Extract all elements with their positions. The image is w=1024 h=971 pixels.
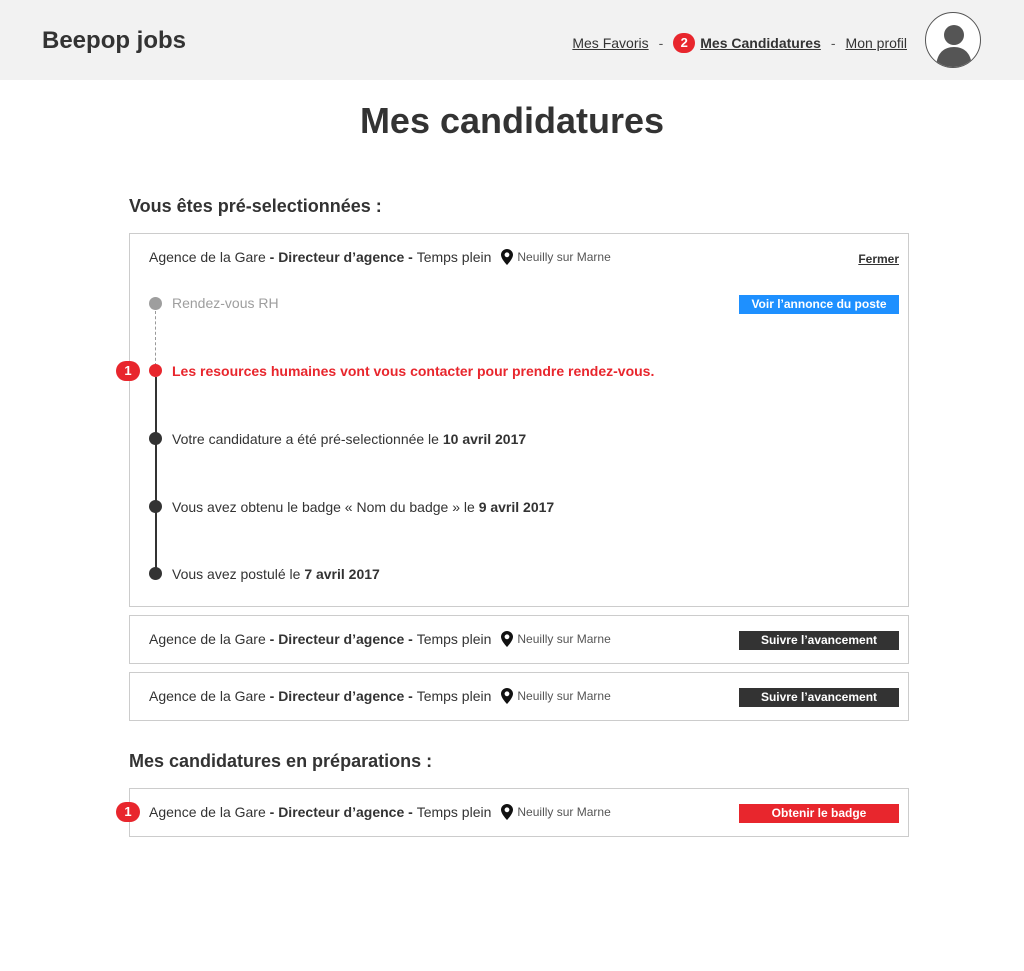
track-progress-button[interactable]: Suivre l’avancement	[739, 688, 899, 707]
timeline-step-text: Vous avez obtenu le badge « Nom du badge » le	[172, 499, 479, 515]
preparations-section-title: Mes candidatures en préparations :	[129, 751, 433, 771]
timeline-pending-text: Rendez-vous RH	[172, 295, 279, 311]
timeline-step-badge	[172, 499, 554, 515]
location	[501, 631, 610, 647]
application-card	[129, 672, 909, 721]
top-header	[0, 0, 1024, 80]
application-summary	[149, 688, 611, 704]
avatar[interactable]	[925, 12, 981, 68]
track-progress-button[interactable]: Suivre l’avancement	[739, 631, 899, 650]
application-summary	[149, 249, 611, 265]
location-label: Neuilly sur Marne	[517, 250, 611, 264]
location-pin-icon	[501, 631, 513, 647]
location-label: Neuilly sur Marne	[517, 689, 611, 703]
agency-name: Agence de la Gare	[149, 688, 266, 704]
location-pin-icon	[501, 688, 513, 704]
timeline-step-date: 9 avril 2017	[478, 499, 555, 515]
location-pin-icon	[501, 804, 513, 820]
view-job-ad-button[interactable]: Voir l’annonce du poste	[739, 295, 899, 314]
timeline-step-applied	[172, 566, 380, 582]
alert-count-badge: 1	[116, 361, 140, 381]
applications-count-badge: 2	[673, 33, 695, 53]
position-title: - Directeur d’agence -	[269, 249, 413, 265]
location-pin-icon	[501, 249, 513, 265]
application-card	[129, 615, 909, 664]
nav-applications-link[interactable]: Mes Candidatures	[700, 35, 821, 51]
timeline-step-preselected	[172, 431, 526, 447]
timeline-dot-step	[149, 432, 162, 445]
timeline-step-date: 10 avril 2017	[442, 431, 527, 447]
timeline-dot-step	[149, 567, 162, 580]
avatar-silhouette-icon	[926, 13, 981, 68]
timeline-step-text: Votre candidature a été pré-selectionnée le	[172, 431, 443, 447]
draft-count-badge: 1	[116, 802, 140, 822]
location	[501, 804, 610, 820]
close-link[interactable]: Fermer	[858, 252, 899, 266]
nav-separator: -	[658, 35, 664, 51]
contract-type: Temps plein	[416, 631, 492, 647]
agency-name: Agence de la Gare	[149, 631, 266, 647]
application-summary	[149, 631, 611, 647]
nav-favorites-link[interactable]: Mes Favoris	[572, 35, 649, 51]
position-title: - Directeur d’agence -	[269, 688, 413, 704]
contract-type: Temps plein	[416, 688, 492, 704]
timeline-line	[155, 377, 157, 569]
timeline-alert-text: Les resources humaines vont vous contacter pour prendre rendez-vous.	[172, 363, 655, 379]
page-title: Mes candidatures	[359, 100, 665, 141]
location	[501, 249, 610, 265]
nav-profile-link[interactable]: Mon profil	[845, 35, 907, 51]
location-label: Neuilly sur Marne	[517, 632, 611, 646]
application-card-draft	[124, 788, 909, 837]
location-label: Neuilly sur Marne	[517, 805, 611, 819]
timeline-step-text: Vous avez postulé le	[172, 566, 305, 582]
position-title: - Directeur d’agence -	[269, 804, 413, 820]
preselected-section-title: Vous êtes pré-selectionnées :	[129, 196, 382, 216]
location	[501, 688, 610, 704]
timeline-dot-alert	[149, 364, 162, 377]
get-badge-button[interactable]: Obtenir le badge	[739, 804, 899, 823]
contract-type: Temps plein	[416, 804, 492, 820]
application-card-expanded	[124, 233, 909, 607]
application-summary	[149, 804, 611, 820]
agency-name: Agence de la Gare	[149, 249, 266, 265]
timeline-dashed-line	[155, 311, 156, 366]
nav-separator: -	[830, 35, 836, 51]
timeline-dot-pending	[149, 297, 162, 310]
timeline-step-date: 7 avril 2017	[304, 566, 380, 582]
agency-name: Agence de la Gare	[149, 804, 266, 820]
timeline-dot-step	[149, 500, 162, 513]
main-nav	[572, 33, 907, 53]
logo[interactable]: Beepop jobs	[42, 27, 187, 54]
position-title: - Directeur d’agence -	[269, 631, 413, 647]
contract-type: Temps plein	[416, 249, 492, 265]
